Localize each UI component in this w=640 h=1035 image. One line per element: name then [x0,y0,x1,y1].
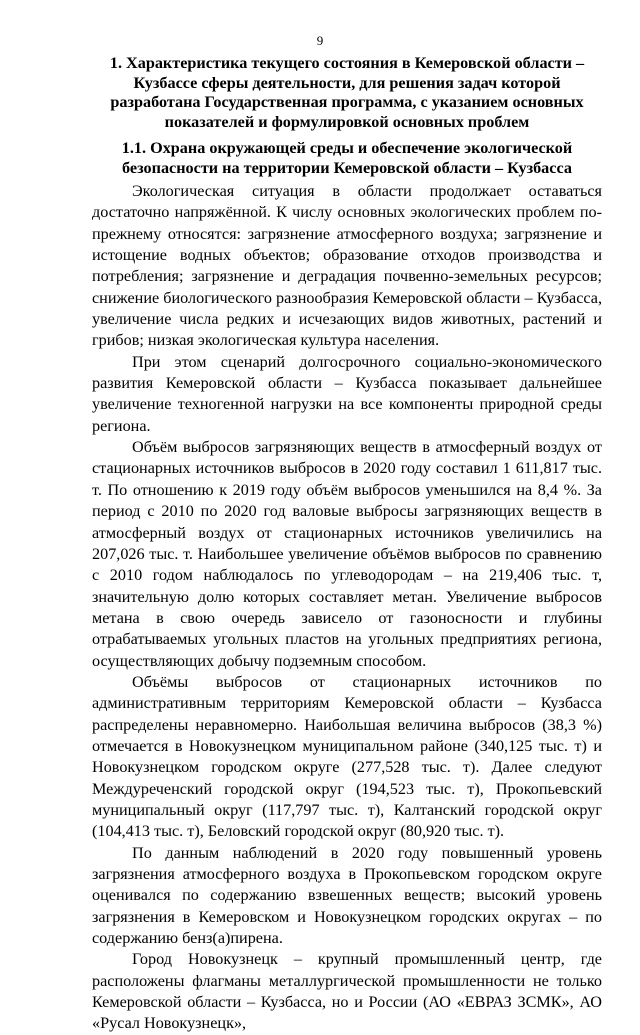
subsection-heading: 1.1. Охрана окружающей среды и обеспечение экологической безопасности на территории Кемеровской области – Кузбасса [121,139,573,177]
paragraph: Город Новокузнецк – крупный промышленный центр, где расположены флагманы металлургической промышленности не только Кемеровской области – Кузбасса, но и России (АО «ЕВРАЗ ЗСМК», АО «Русал Новокузнецк», [92,950,602,1033]
section-heading: 1. Характеристика текущего состояния в Кемеровской области – Кузбассе сферы деятельности, для решения задач которой разработана Государственная программа, с указанием основных показателей и формулировкой основных проблем [109,54,585,131]
page-number: 9 [316,33,324,48]
paragraph: Объём выбросов загрязняющих веществ в атмосферный воздух от стационарных источников выбросов в 2020 году составил 1 611,817 тыс. т. По отношению к 2019 году объём выбросов уменьшился на 8,4 %. За период с 2010 по 2020 год валовые выбросы загрязняющих веществ в атмосферный воздух от стационарных источников увеличились на 207,026 тыс. т. Наибольшее увеличение объёмов выбросов по сравнению с 2010 годом наблюдалось по углеводородам – на 219,406 тыс. т, значительную долю которых составляет метан. Увеличение выбросов метана в свою очередь зависело от газоносности и глубины отрабатываемых угольных пластов на угольных предприятиях региона, осуществляющих добычу подземным способом. [92,438,602,670]
body-text [92,181,602,1035]
paragraph: Экологическая ситуация в области продолжает оставаться достаточно напряжённой. К числу основных экологических проблем по-прежнему относятся: загрязнение атмосферного воздуха; загрязнение и истощение водных объектов; образование отходов производства и потребления; загрязнение и деградация почвенно-земельных ресурсов; снижение биологического разнообразия Кемеровской области – Кузбасса, увеличение числа редких и исчезающих видов животных, растений и грибов; низкая экологическая культура населения. [92,182,602,350]
paragraph: Объёмы выбросов от стационарных источников по административным территориям Кемеровской области – Кузбасса распределены неравномерно. Наибольшая величина выбросов (38,3 %) отмечается в Новокузнецком муниципальном районе (340,125 тыс. т) и Новокузнецком городском округе (277,528 тыс. т). Далее следуют Междуреченский городской округ (194,523 тыс. т), Прокопьевский муниципальный округ (117,797 тыс. т), Калтанский городской округ (104,413 тыс. т), Беловский городской округ (80,920 тыс. т). [92,672,602,841]
paragraph: При этом сценарий долгосрочного социально-экономического развития Кемеровской области – Кузбасса показывает дальнейшее увеличение техногенной нагрузки на все компоненты природной среды региона. [92,352,602,435]
paragraph: По данным наблюдений в 2020 году повышенный уровень загрязнения атмосферного воздуха в Прокопьевском городском округе оценивался по содержанию взвешенных веществ; высокий уровень загрязнения в Кемеровском и Новокузнецком городских округах – по содержанию бенз(а)пирена. [92,843,602,948]
